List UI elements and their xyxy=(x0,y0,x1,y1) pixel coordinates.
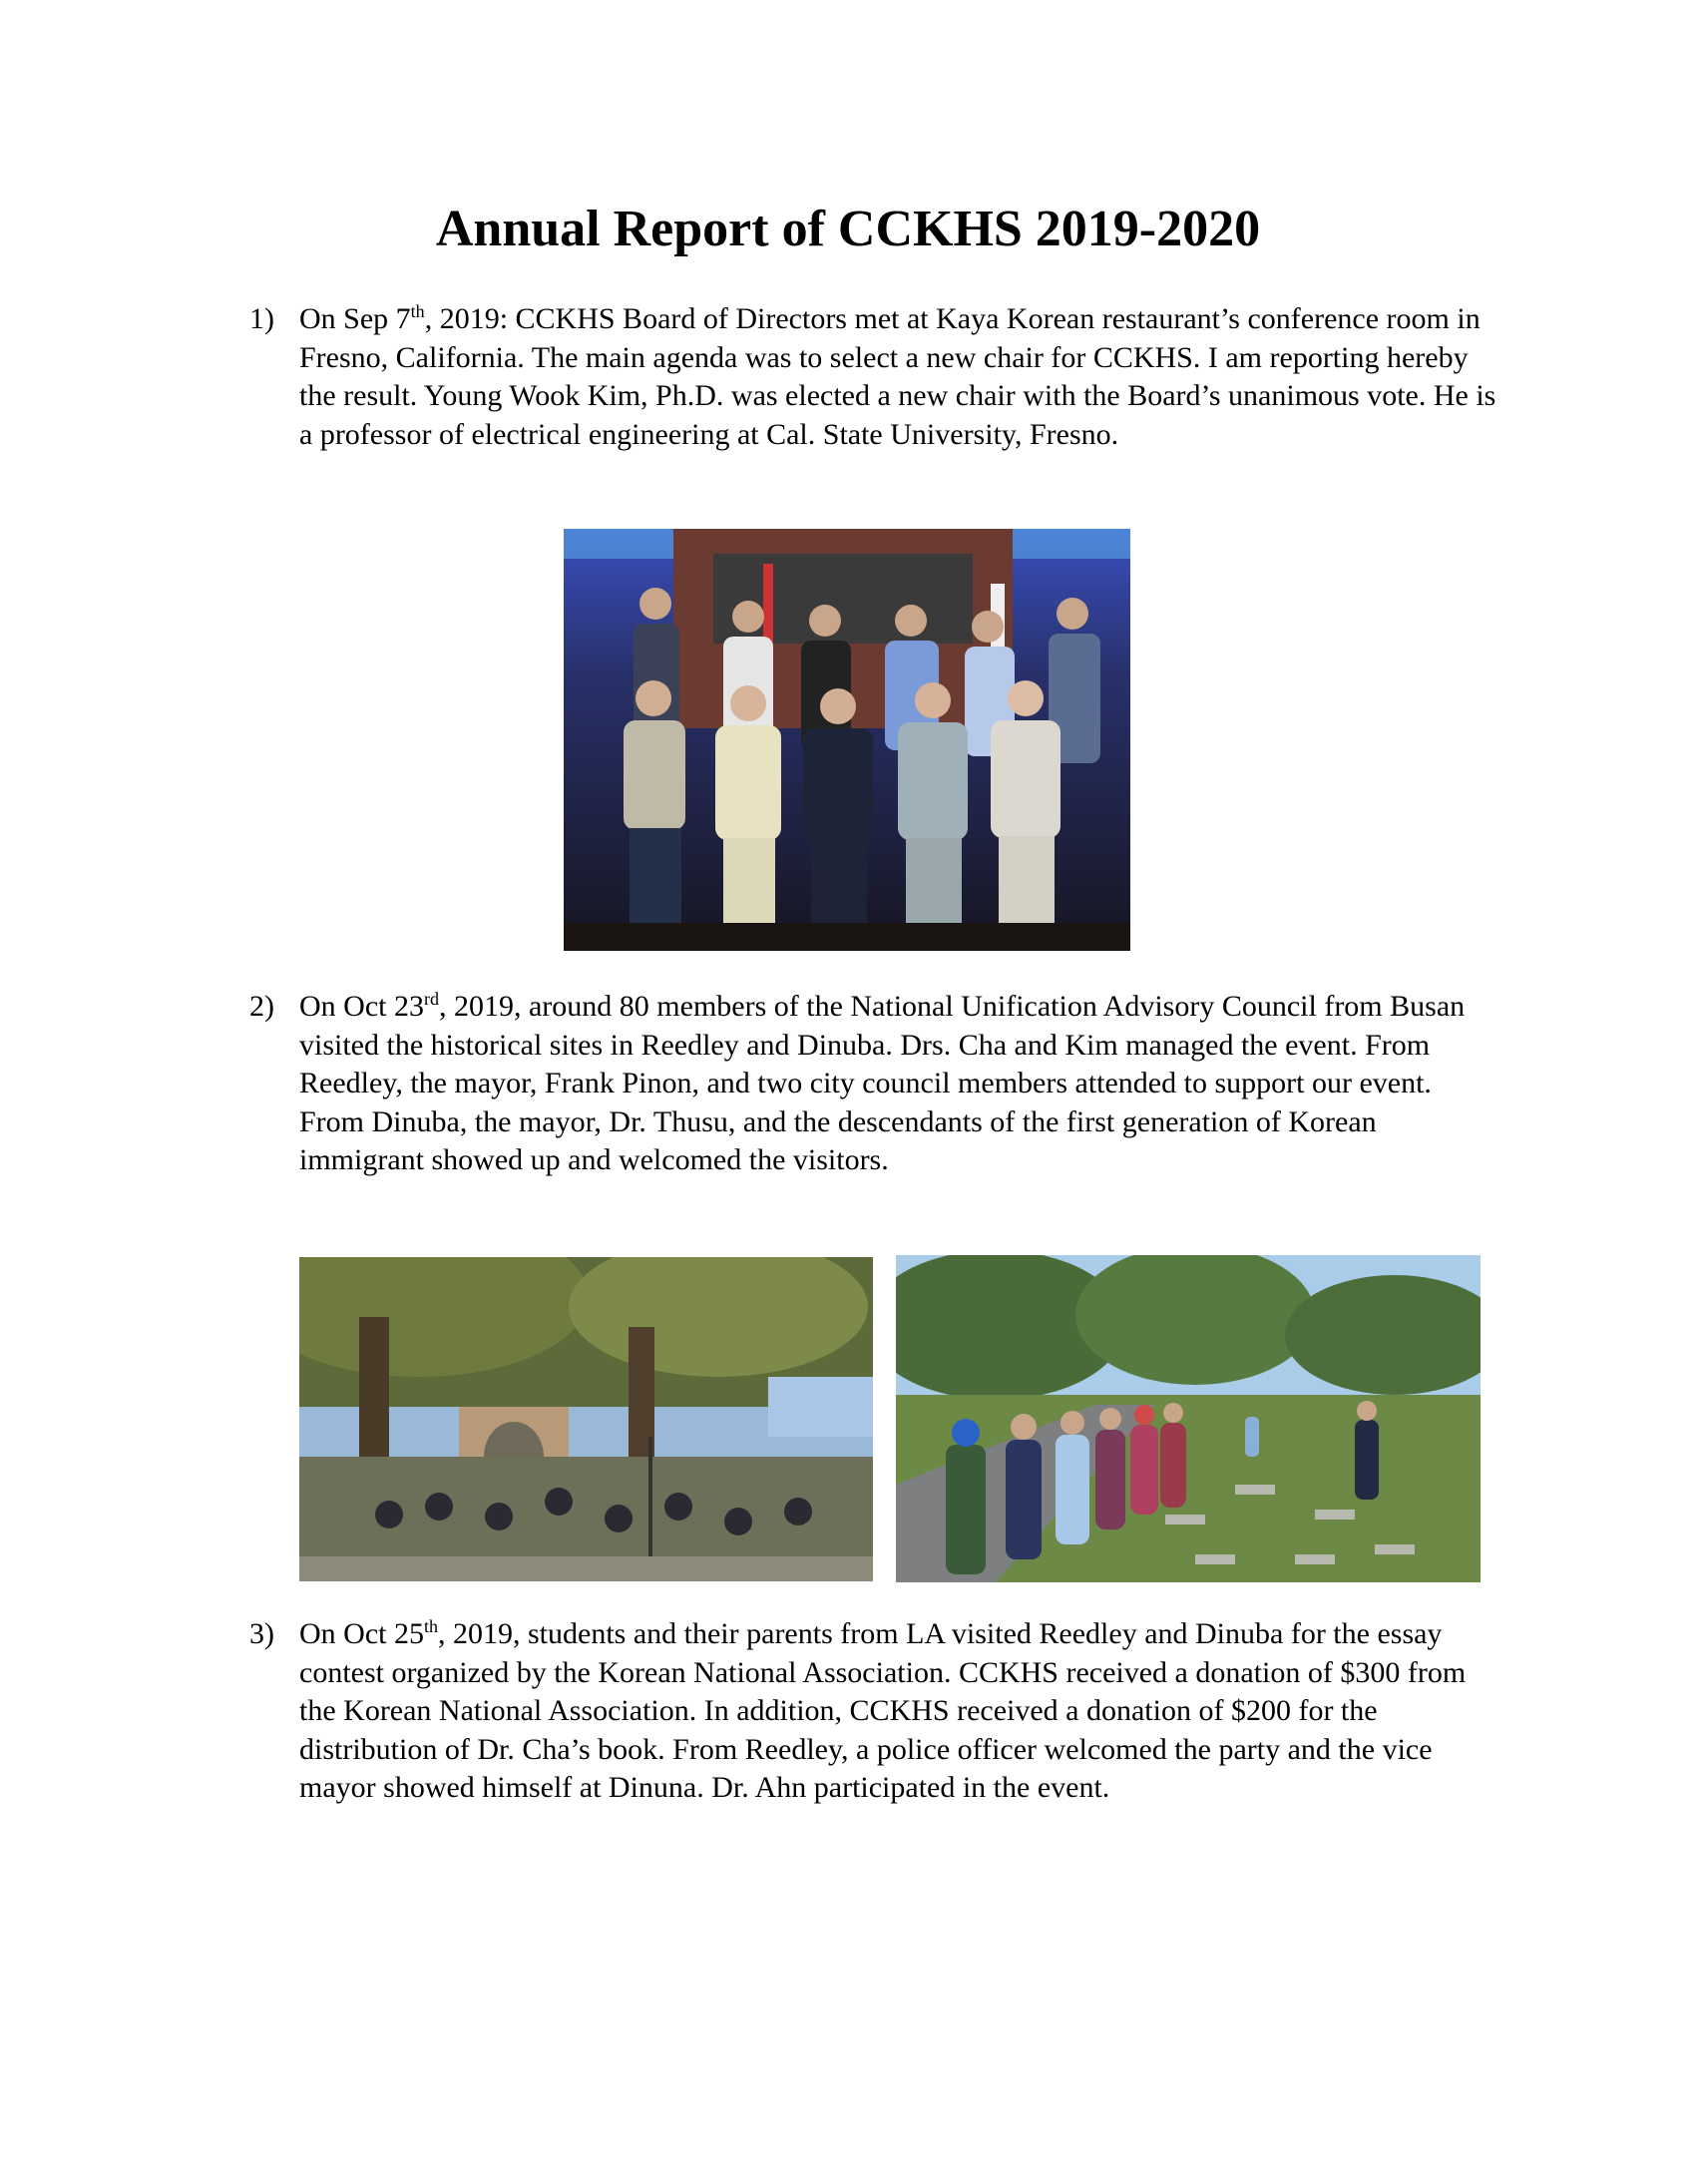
report-item-3 xyxy=(249,1615,1496,1808)
item-text: On Sep 7th, 2019: CCKHS Board of Directors met at Kaya Korean restaurant’s conference room in Fresno, California. The main agenda was to select a new chair for CCKHS. I am reporting hereby the result. Young Wook Kim, Ph.D. was elected a new chair with the Board’s unanimous vote. He is a professor of electrical engineering at Cal. State University, Fresno. xyxy=(299,301,1496,451)
report-title: Annual Report of CCKHS 2019-2020 xyxy=(435,201,1261,257)
report-item-2 xyxy=(249,988,1496,1180)
item-text: On Oct 25th, 2019, students and their parents from LA visited Reedley and Dinuba for the essay contest organized by the Korean National Association. CCKHS received a donation of $300 from the Korean National Association. In addition, CCKHS received a donation of $200 for the distribution of Dr. Cha’s book. From Reedley, a police officer welcomed the party and the vice mayor showed himself at Dinuna. Dr. Ahn participated in the event. xyxy=(299,1616,1467,1804)
board-group-photo xyxy=(564,529,1130,951)
park-visit-photo xyxy=(299,1257,873,1581)
cemetery-visit-photo xyxy=(896,1255,1481,1582)
item-number: 1) xyxy=(249,302,274,335)
item-number: 2) xyxy=(249,990,274,1023)
report-item-1 xyxy=(249,300,1496,454)
item-number: 3) xyxy=(249,1617,274,1650)
item-text: On Oct 23rd, 2019, around 80 members of the National Unification Advisory Council from Busan visited the historical sites in Reedley and Dinuba. Drs. Cha and Kim managed the event. From Reedley, the mayor, Frank Pinon, and two city council members attended to support our event. From Dinuba, the mayor, Dr. Thusu, and the descendants of the first generation of Korean immigrant showed up and welcomed the visitors. xyxy=(299,989,1466,1176)
